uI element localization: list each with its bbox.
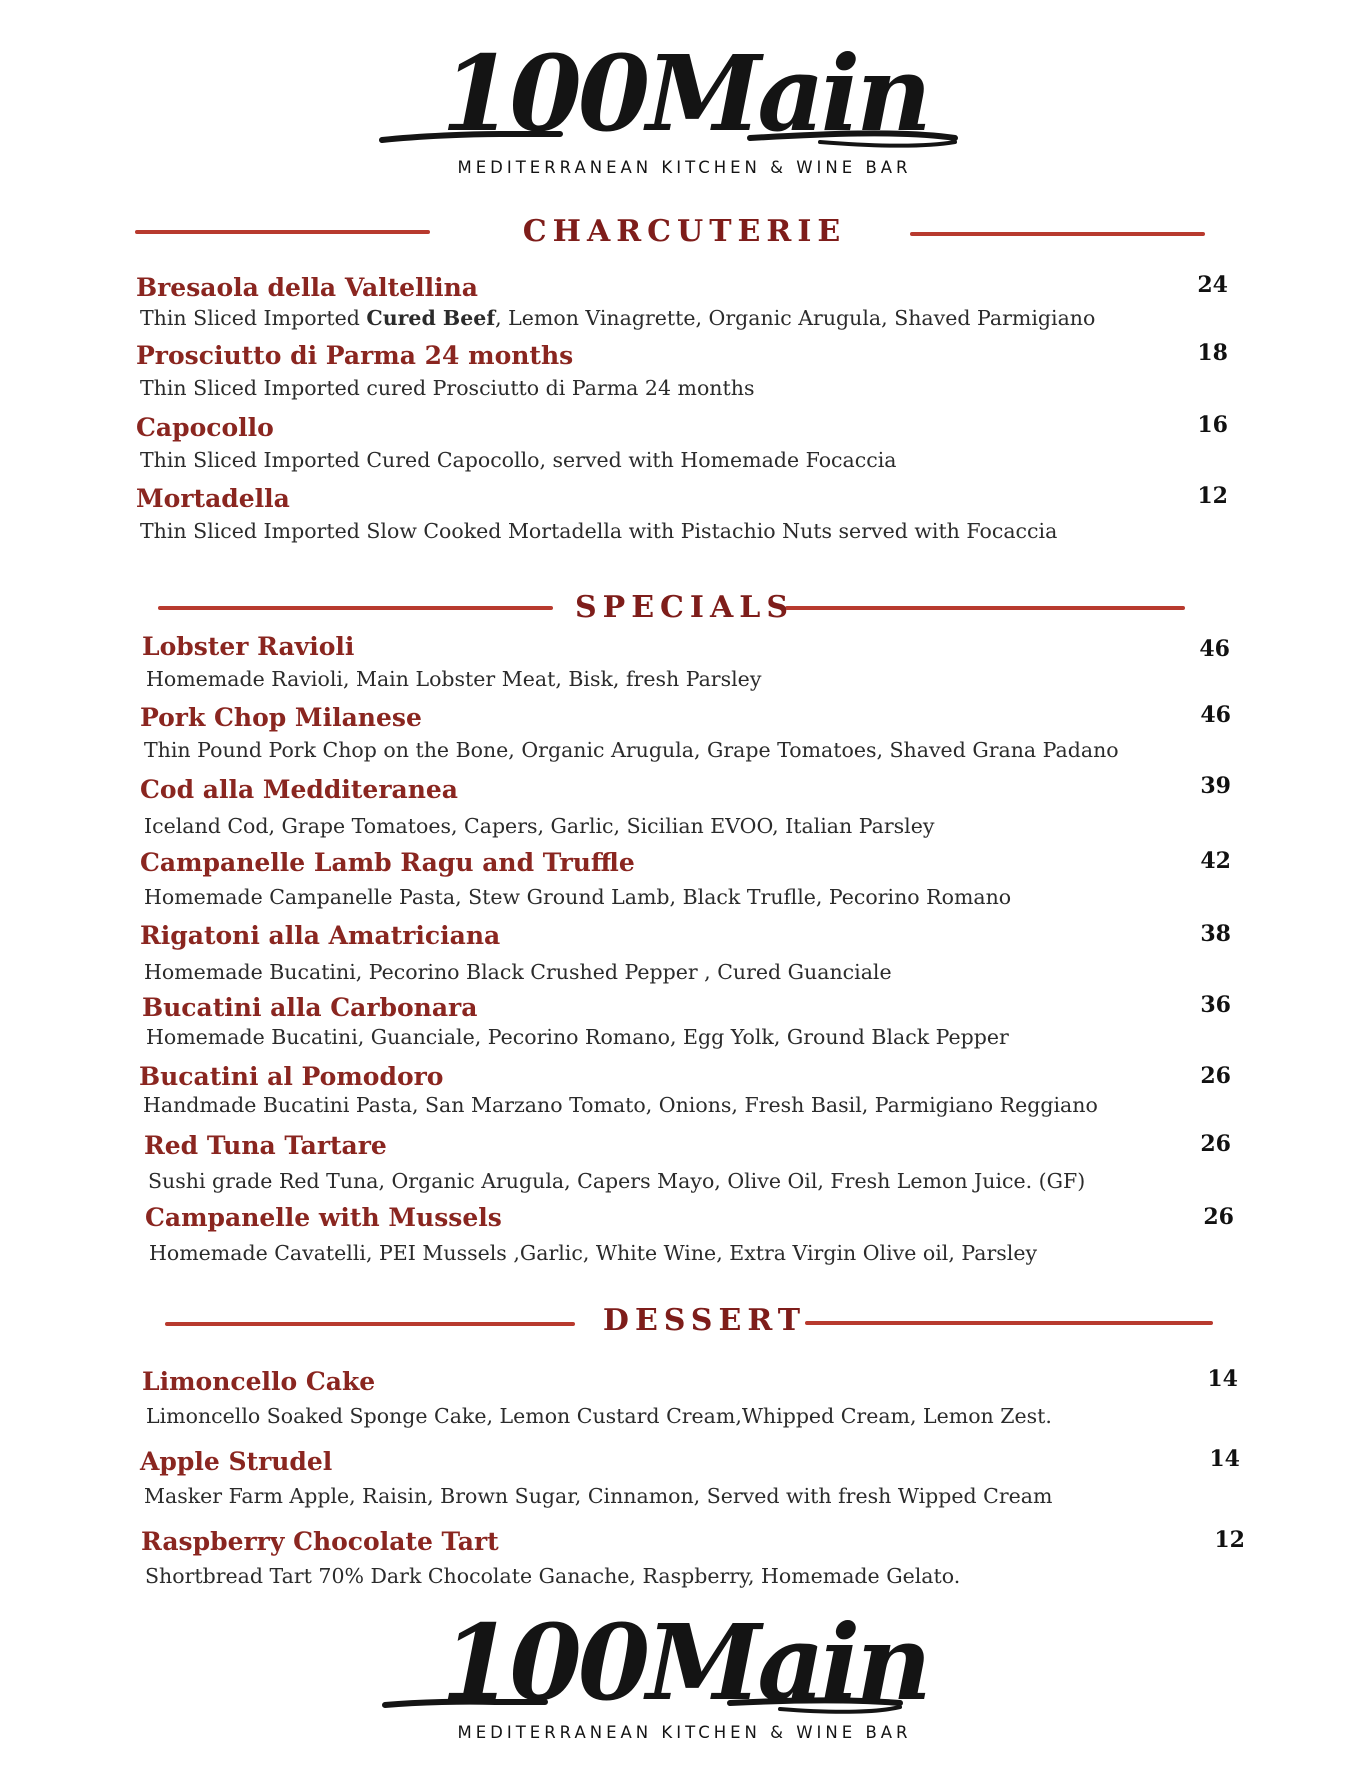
brand-tagline: MEDITERRANEAN KITCHEN & WINE BAR — [457, 1723, 912, 1742]
item-description: Thin Sliced Imported Cured Beef, Lemon Vinagrette, Organic Arugula, Shaved Parmigiano — [140, 306, 1096, 330]
item-description: Homemade Campanelle Pasta, Stew Ground Lamb, Black Truflle, Pecorino Romano — [144, 885, 1012, 909]
section-header-charcuterie — [0, 212, 1369, 252]
item-description: Sushi grade Red Tuna, Organic Arugula, Capers Mayo, Olive Oil, Fresh Lemon Juice. (GF) — [148, 1169, 1086, 1193]
section-header-specials — [0, 588, 1369, 628]
item-price: 12 — [1214, 1527, 1245, 1553]
item-description: Masker Farm Apple, Raisin, Brown Sugar, Cinnamon, Served with fresh Wipped Cream — [144, 1484, 1053, 1508]
section-title: SPECIALS — [574, 590, 795, 625]
item-price: 42 — [1200, 848, 1231, 874]
item-price: 12 — [1197, 483, 1228, 509]
item-price: 26 — [1203, 1204, 1234, 1230]
item-name: Bresaola della Valtellina — [136, 273, 478, 302]
item-description: Shortbread Tart 70% Dark Chocolate Ganache, Raspberry, Homemade Gelato. — [145, 1564, 961, 1588]
item-name: Raspberry Chocolate Tart — [141, 1527, 499, 1556]
item-description: Iceland Cod, Grape Tomatoes, Capers, Garlic, Sicilian EVOO, Italian Parsley — [144, 814, 935, 838]
item-description: Homemade Bucatini, Guanciale, Pecorino Romano, Egg Yolk, Ground Black Pepper — [146, 1025, 1009, 1049]
item-price: 26 — [1200, 1131, 1231, 1157]
section-title: DESSERT — [602, 1303, 807, 1338]
item-price: 14 — [1209, 1446, 1240, 1472]
logo-header — [0, 30, 1369, 180]
item-price: 24 — [1197, 272, 1228, 298]
item-description: Homemade Cavatelli, PEI Mussels ,Garlic, White Wine, Extra Virgin Olive oil, Parsley — [149, 1241, 1038, 1265]
item-price: 18 — [1197, 340, 1228, 366]
item-name: Lobster Ravioli — [142, 632, 355, 661]
item-price: 46 — [1199, 636, 1230, 662]
item-name: Pork Chop Milanese — [140, 703, 422, 732]
brand-wordmark: 100Main — [441, 1601, 928, 1724]
item-price: 46 — [1200, 702, 1231, 728]
item-name: Apple Strudel — [140, 1447, 333, 1476]
item-name: Bucatini alla Carbonara — [142, 993, 478, 1022]
logo-footer — [0, 1601, 1369, 1755]
item-price: 16 — [1197, 412, 1228, 438]
item-description: Limoncello Soaked Sponge Cake, Lemon Custard Cream,Whipped Cream, Lemon Zest. — [146, 1404, 1052, 1428]
item-name: Campanelle Lamb Ragu and Truffle — [140, 848, 635, 877]
item-description: Homemade Ravioli, Main Lobster Meat, Bisk, fresh Parsley — [146, 667, 762, 691]
item-description: Thin Pound Pork Chop on the Bone, Organic Arugula, Grape Tomatoes, Shaved Grana Padano — [144, 738, 1119, 762]
item-name: Campanelle with Mussels — [145, 1203, 502, 1232]
brand-wordmark: 100Main — [441, 32, 928, 155]
item-price: 14 — [1207, 1366, 1238, 1392]
section-header-dessert — [0, 1301, 1369, 1341]
item-price: 36 — [1200, 992, 1231, 1018]
section-title: CHARCUTERIE — [522, 214, 847, 249]
item-description: Thin Sliced Imported Slow Cooked Mortadella with Pistachio Nuts served with Focaccia — [140, 519, 1058, 543]
item-name: Red Tuna Tartare — [144, 1131, 387, 1160]
item-description: Thin Sliced Imported cured Prosciutto di Parma 24 months — [140, 376, 755, 400]
item-name: Capocollo — [136, 413, 274, 442]
item-name: Mortadella — [136, 484, 290, 513]
item-name: Rigatoni alla Amatriciana — [140, 921, 501, 950]
item-name: Bucatini al Pomodoro — [139, 1062, 444, 1091]
item-name: Prosciutto di Parma 24 months — [136, 341, 574, 370]
item-price: 39 — [1200, 773, 1231, 799]
brand-tagline: MEDITERRANEAN KITCHEN & WINE BAR — [457, 158, 912, 177]
item-price: 38 — [1200, 921, 1231, 947]
item-name: Cod alla Medditeranea — [140, 775, 458, 804]
item-price: 26 — [1200, 1063, 1231, 1089]
item-description: Handmade Bucatini Pasta, San Marzano Tomato, Onions, Fresh Basil, Parmigiano Reggiano — [143, 1093, 1098, 1117]
item-description: Thin Sliced Imported Cured Capocollo, served with Homemade Focaccia — [140, 448, 897, 472]
item-name: Limoncello Cake — [142, 1367, 376, 1396]
item-description: Homemade Bucatini, Pecorino Black Crushed Pepper , Cured Guanciale — [144, 960, 892, 984]
